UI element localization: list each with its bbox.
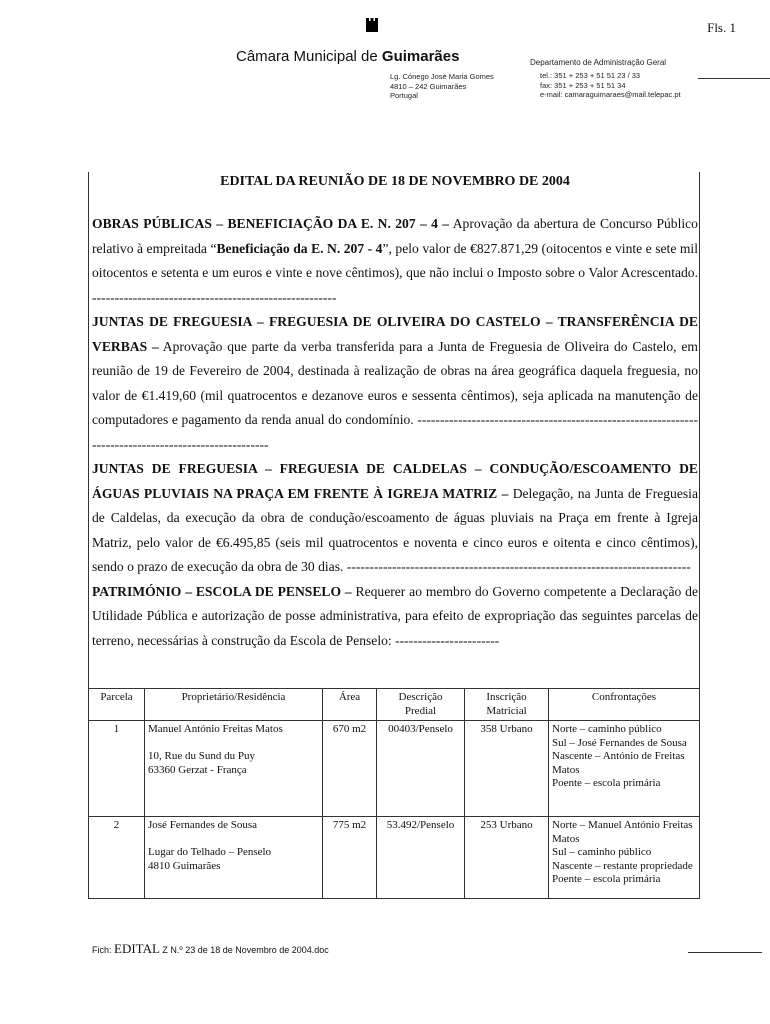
contact-phone: tel.: 351 + 253 + 51 51 23 / 33 — [540, 71, 641, 80]
cell-proprietario: Manuel António Freitas Matos 10, Rue du Sund du Puy 63360 Gerzat - França — [145, 721, 323, 817]
footer-rule — [688, 952, 762, 953]
item-obras-publicas — [92, 212, 698, 310]
footer-rest: Z N.º 23 de 18 de Novembro de 2004.doc — [159, 945, 329, 955]
column-header: Parcela — [89, 689, 145, 721]
table-header-row — [89, 689, 700, 721]
footer-doc-word: EDITAL — [114, 941, 160, 956]
municipality-name — [236, 48, 459, 65]
table-row — [89, 721, 700, 817]
item-text: Aprovação da abertura de Concurso Público relativo à empreitada “ — [92, 216, 698, 256]
address-line: Portugal — [390, 91, 418, 100]
contact-details — [540, 71, 681, 100]
item-heading: PATRIMÓNIO – ESCOLA DE PENSELO – — [92, 583, 352, 599]
document-body — [92, 212, 698, 653]
item-escola-de-penselo — [92, 580, 698, 654]
cell-parcela: 1 — [89, 721, 145, 817]
municipality-address — [390, 72, 494, 101]
item-heading: OBRAS PÚBLICAS – BENEFICIAÇÃO DA E. N. 207 – 4 – — [92, 216, 450, 231]
right-margin-rule — [699, 172, 700, 688]
contact-email: e-mail: camaraguimaraes@mail.telepac.pt — [540, 90, 681, 99]
item-caldelas — [92, 457, 698, 580]
column-header: Área — [323, 689, 377, 721]
item-heading: JUNTAS DE FREGUESIA – FREGUESIA DE OLIVEIRA DO CASTELO – TRANSFERÊNCIA DE VERBAS – — [92, 314, 698, 354]
header-rule — [698, 78, 770, 79]
column-header: Inscrição Matricial — [465, 689, 549, 721]
column-header: Descrição Predial — [377, 689, 465, 721]
cell-inscricao: 358 Urbano — [465, 721, 549, 817]
left-margin-rule — [88, 172, 89, 688]
document-title: EDITAL DA REUNIÃO DE 18 DE NOVEMBRO DE 2004 — [220, 174, 570, 189]
page-reference: Fls. 1 — [707, 20, 736, 35]
org-city: Guimarães — [381, 48, 460, 65]
address-line: 4810 – 242 Guimarães — [390, 81, 467, 91]
castle-logo-icon — [366, 18, 378, 32]
item-text: Aprovação que parte da verba transferida para a Junta de Freguesia de Oliveira do Castelo, em reunião de 19 de Fevereiro de 2004, destinada à realização de obras na área geográfica daquela freguesia, no valor de €1.419,60 (mil quatrocentos e dezanove euros e sessenta cêntimos), seja aplicada na manutenção de computadores e pagamento da renda anual do condomínio. ----------------------------------------------------------------------------------------------------- — [92, 338, 698, 452]
cell-descricao: 53.492/Penselo — [377, 817, 465, 899]
cell-inscricao: 253 Urbano — [465, 817, 549, 899]
cell-proprietario: José Fernandes de Sousa Lugar do Telhado – Penselo 4810 Guimarães — [145, 817, 323, 899]
footer-prefix: Fich: — [92, 945, 115, 955]
item-oliveira-do-castelo — [92, 310, 698, 457]
cell-confrontacoes: Norte – Manuel António Freitas Matos Sul – caminho público Nascente – restante propriedade Poente – escola primária — [549, 817, 700, 899]
item-text: ”, pelo valor de €827.871,29 (oitocentos e vinte e sete mil oitocentos e setenta e um euros e vinte e nove cêntimos), que não inclui o Imposto sobre o Valor Acrescentado. ------------------------------------------------------ — [92, 240, 698, 305]
item-text: Delegação, na Junta de Freguesia de Caldelas, da execução da obra de condução/escoamento de águas pluviais na Praça em frente à Igreja Matriz, pelo valor de €6.495,85 (seis mil quatrocentos e noventa e cinco euros e oitenta e cinco cêntimos), sendo o prazo de execução da obra de 30 dias. ---------------------------------------------------------------------------- — [92, 485, 698, 574]
table-row — [89, 817, 700, 899]
file-name-footer — [92, 941, 329, 957]
address-line: Lg. Cónego José Maria Gomes — [390, 72, 494, 81]
contact-fax: fax: 351 + 253 + 51 51 34 — [540, 80, 626, 90]
column-header: Proprietário/Residência — [145, 689, 323, 721]
parcels-table — [88, 688, 700, 899]
cell-descricao: 00403/Penselo — [377, 721, 465, 817]
cell-parcela: 2 — [89, 817, 145, 899]
item-text: Requerer ao membro do Governo competente a Declaração de Utilidade Pública e autorização de posse administrativa, para efeito de expropriação das seguintes parcelas de terreno, necessárias à construção da Escola de Penselo: ----------------------- — [92, 583, 699, 648]
department-name: Departamento de Administração Geral — [530, 58, 667, 67]
org-prefix: Câmara Municipal de — [236, 48, 382, 65]
cell-confrontacoes: Norte – caminho público Sul – José Fernandes de Sousa Nascente – António de Freitas Matos Poente – escola primária — [549, 721, 700, 817]
cell-area: 775 m2 — [323, 817, 377, 899]
item-emphasis: Beneficiação da E. N. 207 - 4 — [216, 240, 383, 256]
item-heading: JUNTAS DE FREGUESIA – FREGUESIA DE CALDELAS – CONDUÇÃO/ESCOAMENTO DE ÁGUAS PLUVIAIS NA PRAÇA EM FRENTE À IGREJA MATRIZ – — [92, 461, 698, 501]
column-header: Confrontações — [549, 689, 700, 721]
cell-area: 670 m2 — [323, 721, 377, 817]
